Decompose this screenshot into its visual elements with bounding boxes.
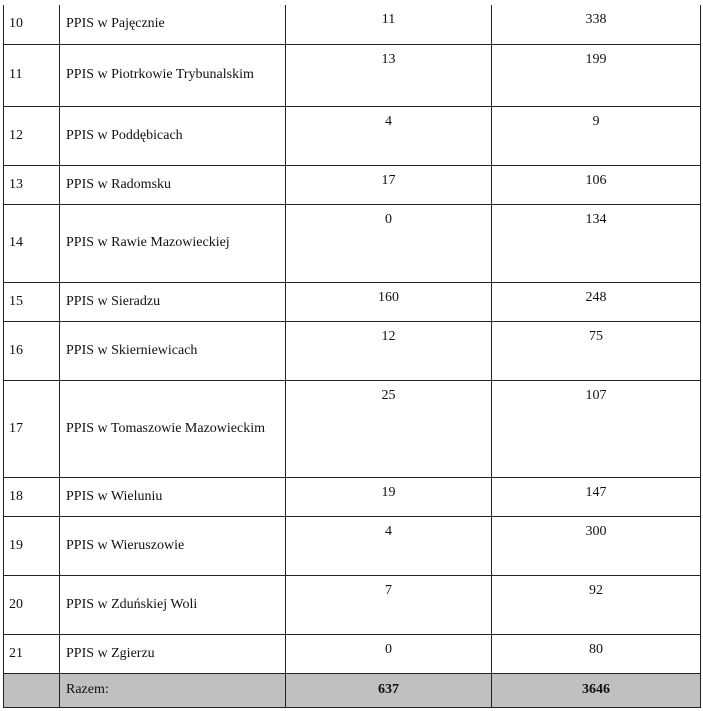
total-empty-cell: [4, 673, 60, 707]
value-a: 7: [286, 575, 492, 634]
station-name: PPIS w Poddębicach: [60, 106, 286, 165]
station-name: PPIS w Piotrkowie Trybunalskim: [60, 44, 286, 106]
row-number: 11: [4, 44, 60, 106]
station-name: PPIS w Sieradzu: [60, 282, 286, 321]
row-number: 19: [4, 516, 60, 575]
table-row: [4, 106, 701, 165]
table-row: [4, 282, 701, 321]
value-b: 75: [492, 321, 701, 380]
table-row: [4, 380, 701, 477]
value-b: 300: [492, 516, 701, 575]
value-b: 338: [492, 5, 701, 44]
table-row: [4, 5, 701, 44]
value-a: 0: [286, 204, 492, 282]
station-name: PPIS w Rawie Mazowieckiej: [60, 204, 286, 282]
station-name: PPIS w Skierniewicach: [60, 321, 286, 380]
value-a: 25: [286, 380, 492, 477]
table-row: [4, 165, 701, 204]
row-number: 16: [4, 321, 60, 380]
row-number: 17: [4, 380, 60, 477]
station-name: PPIS w Tomaszowie Mazowieckim: [60, 380, 286, 477]
value-a: 13: [286, 44, 492, 106]
table-row: [4, 204, 701, 282]
row-number: 10: [4, 5, 60, 44]
row-number: 12: [4, 106, 60, 165]
station-name: PPIS w Zgierzu: [60, 634, 286, 673]
row-number: 20: [4, 575, 60, 634]
value-b: 134: [492, 204, 701, 282]
station-name: PPIS w Zduńskiej Woli: [60, 575, 286, 634]
total-value-a: 637: [286, 673, 492, 707]
row-number: 14: [4, 204, 60, 282]
value-a: 160: [286, 282, 492, 321]
value-b: 9: [492, 106, 701, 165]
row-number: 21: [4, 634, 60, 673]
station-name: PPIS w Wieruszowie: [60, 516, 286, 575]
value-a: 17: [286, 165, 492, 204]
value-b: 80: [492, 634, 701, 673]
value-a: 0: [286, 634, 492, 673]
value-b: 92: [492, 575, 701, 634]
value-a: 11: [286, 5, 492, 44]
value-b: 248: [492, 282, 701, 321]
statistics-table: [3, 5, 701, 708]
row-number: 18: [4, 477, 60, 516]
table-row: [4, 44, 701, 106]
table-row: [4, 575, 701, 634]
value-a: 4: [286, 516, 492, 575]
value-a: 4: [286, 106, 492, 165]
row-number: 15: [4, 282, 60, 321]
total-value-b: 3646: [492, 673, 701, 707]
value-b: 107: [492, 380, 701, 477]
station-name: PPIS w Radomsku: [60, 165, 286, 204]
value-a: 19: [286, 477, 492, 516]
value-b: 106: [492, 165, 701, 204]
value-a: 12: [286, 321, 492, 380]
row-number: 13: [4, 165, 60, 204]
station-name: PPIS w Wieluniu: [60, 477, 286, 516]
table-row: [4, 634, 701, 673]
value-b: 147: [492, 477, 701, 516]
table-row: [4, 516, 701, 575]
station-name: PPIS w Pajęcznie: [60, 5, 286, 44]
table-row: [4, 477, 701, 516]
total-row: [4, 673, 701, 707]
value-b: 199: [492, 44, 701, 106]
table-row: [4, 321, 701, 380]
total-label: Razem:: [60, 673, 286, 707]
